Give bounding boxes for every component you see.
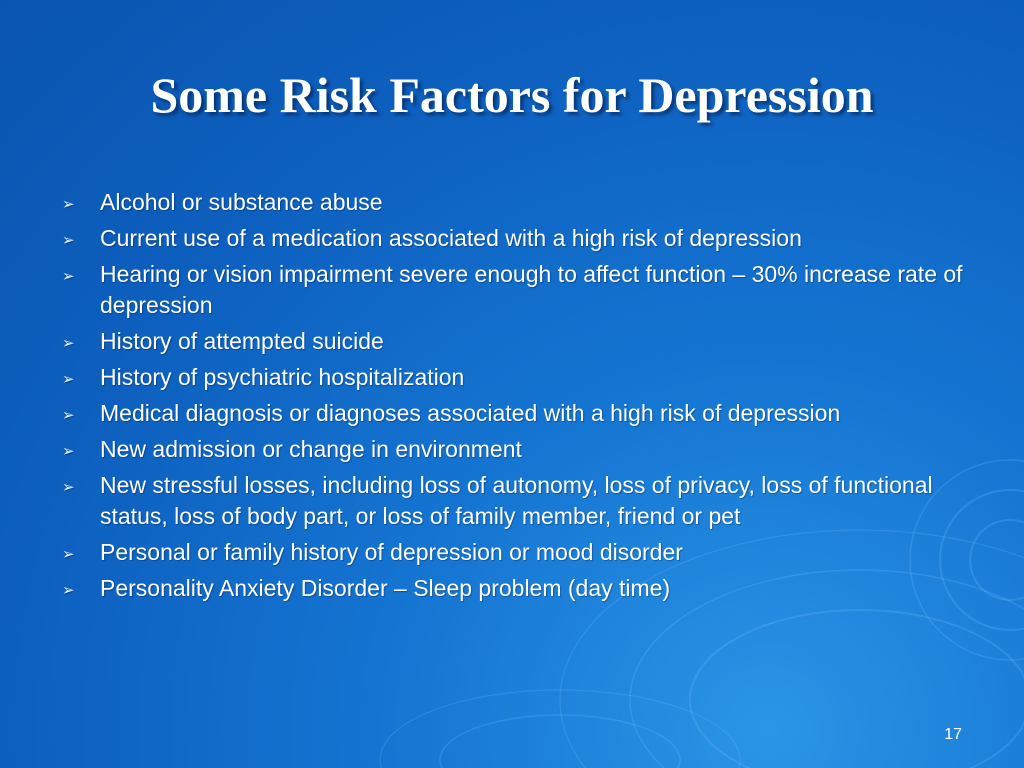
list-item-text: Current use of a medication associated with a high risk of depression — [100, 225, 802, 251]
list-item-text: Hearing or vision impairment severe enough to affect function – 30% increase rate of depression — [100, 261, 963, 318]
list-item-text: Medical diagnosis or diagnoses associated with a high risk of depression — [100, 400, 841, 426]
list-item-text: Alcohol or substance abuse — [100, 189, 383, 215]
list-item-text: Personal or family history of depression or mood disorder — [100, 539, 683, 565]
list-item — [60, 326, 980, 357]
arrow-bullet-icon: ➢ — [62, 582, 75, 599]
arrow-bullet-icon: ➢ — [62, 196, 75, 213]
list-item — [60, 259, 980, 321]
list-item — [60, 187, 980, 218]
slide-title: Some Risk Factors for Depression — [150, 67, 874, 123]
list-item-text: Personality Anxiety Disorder – Sleep problem (day time) — [100, 575, 671, 601]
arrow-bullet-icon: ➢ — [62, 546, 75, 563]
page-number: 17 — [944, 726, 962, 743]
list-item-text: History of attempted suicide — [100, 328, 384, 354]
list-item — [60, 537, 980, 568]
arrow-bullet-icon: ➢ — [62, 407, 75, 424]
list-item — [60, 470, 980, 532]
list-item — [60, 398, 980, 429]
arrow-bullet-icon: ➢ — [62, 335, 75, 352]
bullet-list — [60, 187, 980, 609]
arrow-bullet-icon: ➢ — [62, 479, 75, 496]
arrow-bullet-icon: ➢ — [62, 232, 75, 249]
list-item — [60, 362, 980, 393]
list-item — [60, 573, 980, 604]
list-item-text: New admission or change in environment — [100, 436, 522, 462]
arrow-bullet-icon: ➢ — [62, 371, 75, 388]
list-item — [60, 223, 980, 254]
arrow-bullet-icon: ➢ — [62, 443, 75, 460]
list-item-text: History of psychiatric hospitalization — [100, 364, 465, 390]
list-item — [60, 434, 980, 465]
list-item-text: New stressful losses, including loss of autonomy, loss of privacy, loss of functional status, loss of body part, or loss of family member, friend or pet — [100, 472, 933, 529]
arrow-bullet-icon: ➢ — [62, 268, 75, 285]
